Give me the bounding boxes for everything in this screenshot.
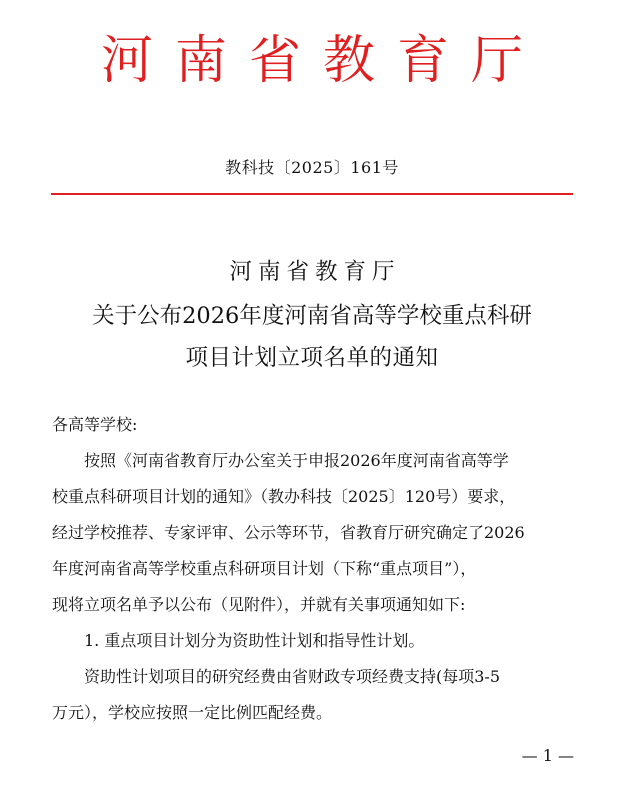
salutation: 各高等学校: (52, 415, 138, 434)
body-line-8: 万元），学校应按照一定比例匹配经费。 (52, 703, 333, 722)
page-number: — 1 — (521, 746, 574, 765)
body-line-1: 按照《河南省教育厅办公室关于申报2026年度河南省高等学 (84, 451, 509, 470)
letterhead-title: 河南省教育厅 (100, 31, 545, 91)
document-number: 教科技〔2025〕161号 (225, 158, 399, 177)
notice-title-line-2: 关于公布2026年度河南省高等学校重点科研 (92, 303, 532, 329)
notice-title-line-3: 项目计划立项名单的通知 (185, 345, 439, 371)
red-divider (51, 193, 573, 195)
body-line-3: 经过学校推荐、专家评审、公示等环节，省教育厅研究确定了2026 (52, 523, 525, 542)
body-line-5: 现将立项名单予以公布（见附件），并就有关事项通知如下: (52, 595, 466, 614)
notice-title-line-1: 河南省教育厅 (229, 259, 401, 285)
body-line-6: 1. 重点项目计划分为资助性计划和指导性计划。 (84, 631, 425, 650)
body-line-7: 资助性计划项目的研究经费由省财政专项经费支持(每项3-5 (84, 667, 501, 686)
body-line-2: 校重点科研项目计划的通知》（教办科技〔2025〕120号）要求， (52, 487, 516, 506)
body-line-4: 年度河南省高等学校重点科研项目计划（下称“重点项目”）， (52, 559, 477, 578)
